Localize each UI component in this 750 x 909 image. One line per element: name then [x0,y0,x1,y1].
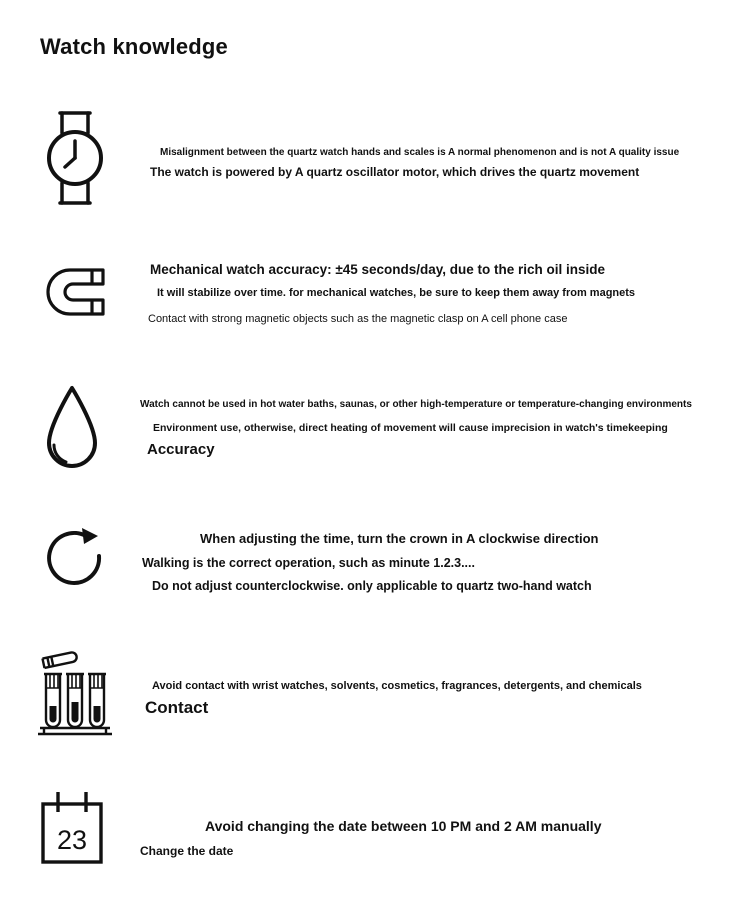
temperature-note-line-1: Watch cannot be used in hot water baths, saunas, or other high-temperature or temperature-changing environments [140,399,692,410]
date-note-line-1: Avoid changing the date between 10 PM and 2 AM manually [205,818,602,834]
magnet-note-line-3: Contact with strong magnetic objects such as the magnetic clasp on A cell phone case [148,313,568,325]
crown-note-line-1: When adjusting the time, turn the crown in A clockwise direction [200,531,599,546]
temperature-note-line-2: Environment use, otherwise, direct heating of movement will cause imprecision in watch's timekeeping [153,422,668,434]
crown-note-line-3: Do not adjust counterclockwise. only applicable to quartz two-hand watch [152,579,592,593]
temperature-label-accuracy: Accuracy [147,441,215,458]
calendar-day-number: 23 [56,825,88,855]
quartz-note-line-1: Misalignment between the quartz watch hands and scales is A normal phenomenon and is not A quality issue [160,147,680,158]
calendar-icon [36,788,108,873]
wristwatch-icon [42,110,108,211]
magnet-icon [42,263,106,326]
chemicals-note-line-1: Avoid contact with wrist watches, solvents, cosmetics, fragrances, detergents, and chemicals [152,680,642,692]
magnet-note-line-2: It will stabilize over time. for mechanical watches, be sure to keep them away from magnets [157,287,636,299]
crown-note-line-2: Walking is the correct operation, such as minute 1.2.3.... [142,556,475,570]
chemicals-label-contact: Contact [145,698,209,717]
test-tubes-icon [36,644,114,745]
quartz-note-line-2: The watch is powered by A quartz oscillator motor, which drives the quartz movement [150,165,640,179]
rotate-clockwise-icon [40,520,106,595]
page-title: Watch knowledge [40,34,228,59]
magnet-note-line-1: Mechanical watch accuracy: ±45 seconds/day, due to the rich oil inside [150,262,606,277]
water-drop-icon [40,382,104,479]
date-label-change-the-date: Change the date [140,844,234,858]
